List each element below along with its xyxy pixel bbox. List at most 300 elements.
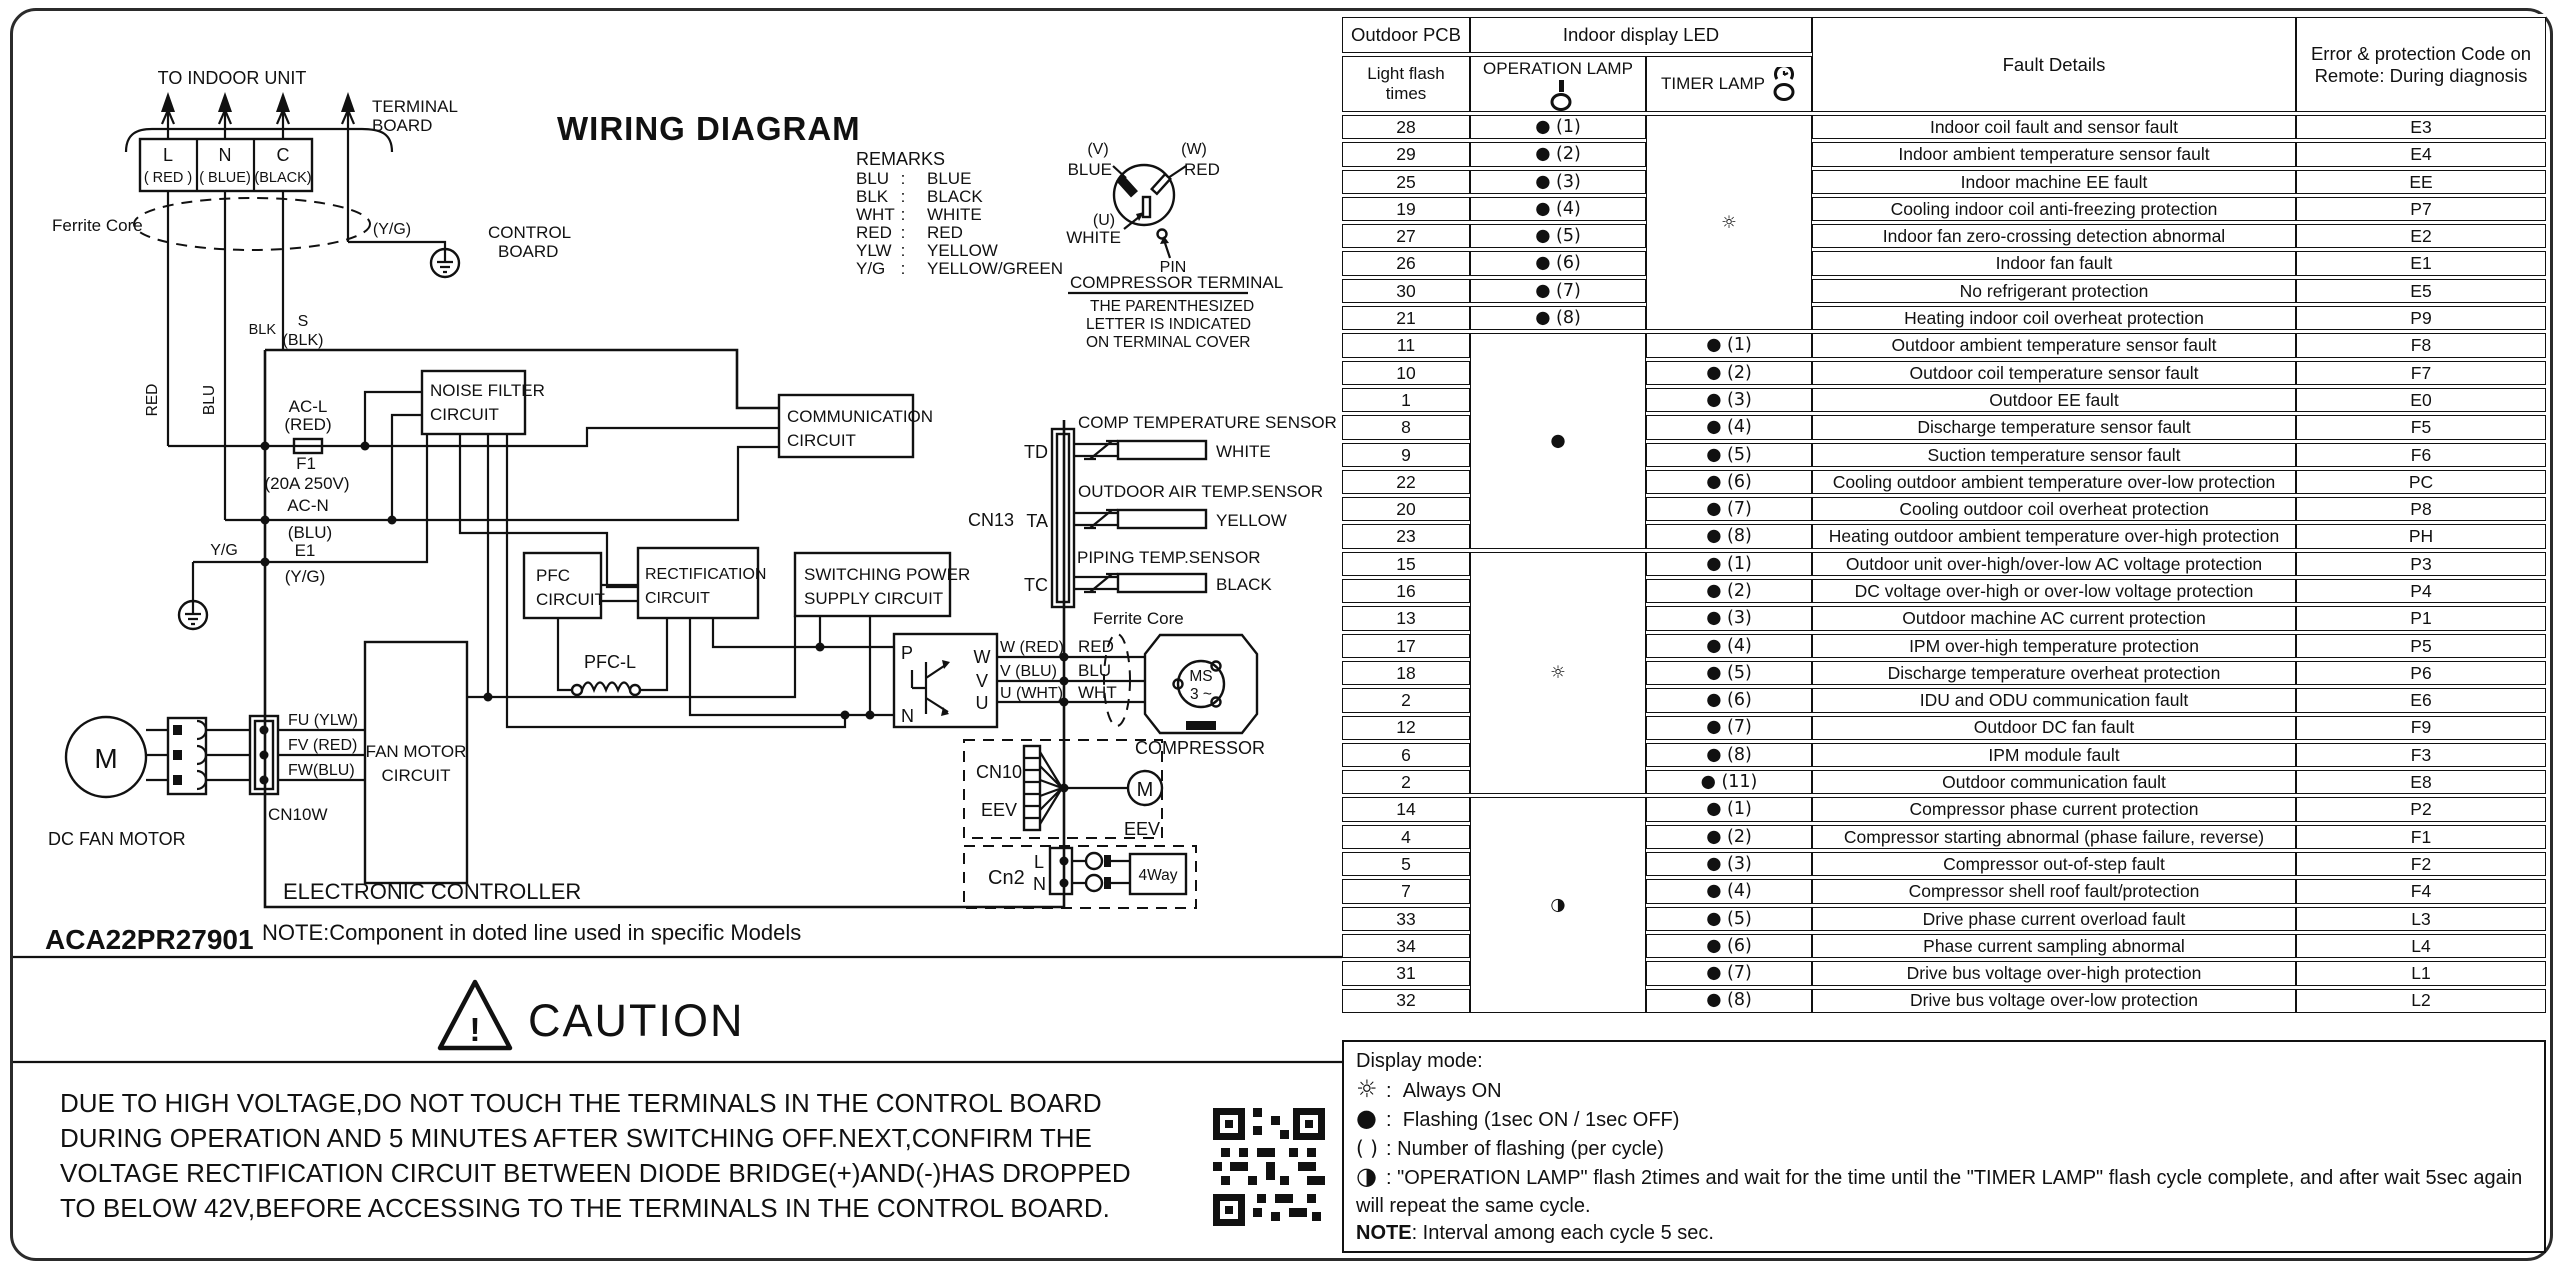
remark-colon: : — [900, 169, 906, 188]
flashing-dot-icon: ● — [1356, 1104, 1377, 1132]
cell-fault-details: Outdoor DC fan fault — [1812, 716, 2296, 740]
header-outdoor-pcb: Outdoor PCB — [1342, 17, 1470, 53]
cell-fault-details: Cooling outdoor ambient temperature over-low protection — [1812, 470, 2296, 494]
label-s: S — [297, 313, 309, 330]
label-fan-m: M — [94, 743, 118, 774]
cell-fault-details: DC voltage over-high or over-low voltage protection — [1812, 579, 2296, 603]
table-row — [1342, 333, 2546, 357]
cell-timer-lamp: ● (5) — [1646, 907, 1812, 931]
cell-error-code: PH — [2296, 524, 2546, 548]
caution-title: CAUTION — [528, 995, 745, 1046]
cell-fault-details: Indoor coil fault and sensor fault — [1812, 115, 2296, 139]
ground-e1-icon — [179, 601, 207, 629]
terminal-c-color: (BLACK) — [254, 170, 312, 186]
cell-operation-lamp: ● (1) — [1470, 115, 1646, 139]
remark-name: YELLOW/GREEN — [927, 259, 1064, 278]
header-error-code-2: Remote: During diagnosis — [2314, 64, 2528, 86]
table-row — [1342, 170, 2546, 194]
cell-fault-details: Indoor fan fault — [1812, 251, 2296, 275]
compressor-terminal-note-2: LETTER IS INDICATED — [1086, 316, 1252, 333]
label-wire-blk: BLK — [248, 322, 276, 338]
cell-error-code: F7 — [2296, 361, 2546, 385]
cell-error-code: L1 — [2296, 961, 2546, 985]
remark-name: RED — [927, 223, 963, 242]
label-ac-l: AC-L — [288, 397, 328, 416]
label-pfc-l: PFC-L — [583, 652, 637, 672]
cell-timer-lamp: ● (5) — [1646, 443, 1812, 467]
label-ta: TA — [1026, 511, 1048, 531]
fan-motor-label-2: CIRCUIT — [381, 766, 451, 785]
cell-error-code: F6 — [2296, 443, 2546, 467]
label-ms-phase: 3 ~ — [1190, 686, 1212, 703]
label-term-v: (V) — [1087, 141, 1109, 158]
label-w-wire: W (RED) — [1000, 639, 1064, 656]
cell-flash-times: 13 — [1342, 606, 1470, 630]
model-number: ACA22PR27901 — [45, 924, 254, 955]
cell-error-code: E8 — [2296, 770, 2546, 794]
remark-abbr: BLU — [856, 169, 890, 188]
cell-operation-lamp: ● (8) — [1470, 306, 1646, 330]
label-red-wire: RED — [1078, 637, 1114, 656]
remark-abbr: BLK — [856, 187, 889, 206]
label-ac-n-color: (BLU) — [287, 523, 333, 542]
rectification-label-1: RECTIFICATION — [645, 566, 767, 583]
cell-error-code: P9 — [2296, 306, 2546, 330]
cell-timer-lamp: ● (4) — [1646, 634, 1812, 658]
communication-label-2: CIRCUIT — [787, 431, 856, 450]
legend-item — [1356, 1163, 2532, 1220]
label-electronic-controller: ELECTRONIC CONTROLLER — [283, 879, 582, 904]
cell-flash-times: 30 — [1342, 279, 1470, 303]
remark-colon: : — [900, 205, 906, 224]
sensor-tc-color: BLACK — [1216, 575, 1272, 594]
remark-name: WHITE — [927, 205, 982, 224]
label-e1: E1 — [294, 541, 316, 560]
cell-operation-lamp: ● (5) — [1470, 224, 1646, 248]
cell-timer-lamp: ● (6) — [1646, 470, 1812, 494]
terminal-c: C — [276, 145, 290, 165]
cell-error-code: F8 — [2296, 333, 2546, 357]
cell-flash-times: 34 — [1342, 934, 1470, 958]
cell-fault-details: Phase current sampling abnormal — [1812, 934, 2296, 958]
table-row — [1342, 224, 2546, 248]
label-v-wire: V (BLU) — [1000, 663, 1057, 680]
operation-lamp-label: OPERATION LAMP — [1483, 59, 1633, 78]
label-term-w: (W) — [1181, 141, 1207, 158]
cell-operation-lamp: ● (7) — [1470, 279, 1646, 303]
cell-operation-lamp-span: ◑ — [1470, 797, 1646, 1012]
cell-error-code: P7 — [2296, 197, 2546, 221]
legend-colon: : — [1386, 1079, 1392, 1102]
cell-error-code: F5 — [2296, 415, 2546, 439]
qr-code — [1213, 1108, 1325, 1226]
cell-fault-details: Discharge temperature overheat protection — [1812, 661, 2296, 685]
label-eev: EEV — [1124, 819, 1161, 839]
table-row — [1342, 251, 2546, 275]
sensor-ta-title: OUTDOOR AIR TEMP.SENSOR — [1078, 482, 1323, 501]
cell-fault-details: Indoor fan zero-crossing detection abnormal — [1812, 224, 2296, 248]
cell-error-code: L4 — [2296, 934, 2546, 958]
warning-mark: ! — [469, 1011, 481, 1048]
cell-flash-times: 7 — [1342, 879, 1470, 903]
header-timer-lamp — [1646, 56, 1812, 112]
cell-fault-details: Compressor phase current protection — [1812, 797, 2296, 821]
sensor-ta-color: YELLOW — [1216, 511, 1287, 530]
cell-timer-lamp: ● (4) — [1646, 415, 1812, 439]
cell-error-code: E0 — [2296, 388, 2546, 412]
pfc-label-1: PFC — [536, 566, 570, 585]
cell-fault-details: Outdoor EE fault — [1812, 388, 2296, 412]
cell-flash-times: 2 — [1342, 770, 1470, 794]
legend-item-text: "OPERATION LAMP" flash 2times and wait for the time until the "TIMER LAMP" flash cycle complete, and after wait 5sec again will repeat the same cycle. — [1356, 1167, 2523, 1217]
cell-fault-details: Outdoor communication fault — [1812, 770, 2296, 794]
cell-flash-times: 32 — [1342, 989, 1470, 1013]
caution-line-1: DUE TO HIGH VOLTAGE,DO NOT TOUCH THE TERMINALS IN THE CONTROL BOARD — [60, 1088, 1102, 1118]
label-cn2-l: L — [1033, 852, 1044, 872]
table-row — [1342, 279, 2546, 303]
legend-colon: : — [1386, 1109, 1392, 1131]
switching-label-1: SWITCHING POWER — [804, 565, 971, 584]
terminal-n-color: ( BLUE) — [199, 170, 251, 186]
label-4way: 4Way — [1138, 867, 1178, 884]
cell-error-code: E3 — [2296, 115, 2546, 139]
label-ferrite-core-right: Ferrite Core — [1093, 609, 1184, 628]
remark-colon: : — [900, 241, 906, 260]
cell-flash-times: 10 — [1342, 361, 1470, 385]
cell-flash-times: 9 — [1342, 443, 1470, 467]
cell-error-code: F4 — [2296, 879, 2546, 903]
label-f1-rating: (20A 250V) — [264, 474, 350, 493]
cell-flash-times: 28 — [1342, 115, 1470, 139]
label-cn2: Cn2 — [988, 867, 1025, 889]
cell-error-code: P2 — [2296, 797, 2546, 821]
remark-name: BLUE — [927, 169, 972, 188]
cell-flash-times: 23 — [1342, 524, 1470, 548]
cell-fault-details: Drive bus voltage over-high protection — [1812, 961, 2296, 985]
cell-flash-times: 21 — [1342, 306, 1470, 330]
label-term-u-color: WHITE — [1066, 228, 1121, 247]
compressor-terminal-note-3: ON TERMINAL COVER — [1086, 334, 1251, 351]
cell-timer-lamp-span: ☼ — [1646, 115, 1812, 330]
cell-fault-details: Cooling outdoor coil overheat protection — [1812, 497, 2296, 521]
legend-colon: : — [1386, 1137, 1392, 1160]
sensor-td-color: WHITE — [1216, 442, 1271, 461]
legend-title: Display mode: — [1356, 1050, 1483, 1072]
label-term-u: (U) — [1092, 212, 1116, 229]
label-cn2-n: N — [1033, 874, 1046, 894]
cell-timer-lamp: ● (1) — [1646, 797, 1812, 821]
sensor-td-title: COMP TEMPERATURE SENSOR — [1078, 413, 1337, 432]
cell-timer-lamp: ● (11) — [1646, 770, 1812, 794]
label-ferrite-core-left: Ferrite Core — [52, 216, 143, 235]
cell-timer-lamp: ● (8) — [1646, 743, 1812, 767]
fault-table — [1342, 14, 2546, 1016]
communication-label-1: COMMUNICATION — [787, 407, 934, 426]
cell-flash-times: 33 — [1342, 907, 1470, 931]
remark-abbr: YLW — [856, 241, 892, 260]
terminal-n: N — [218, 145, 232, 165]
legend-colon: : — [1386, 1167, 1392, 1189]
cell-fault-details: IDU and ODU communication fault — [1812, 688, 2296, 712]
cell-timer-lamp: ● (4) — [1646, 879, 1812, 903]
legend-note — [1356, 1220, 2532, 1248]
rectification-label-2: CIRCUIT — [645, 590, 710, 607]
legend-note-label: NOTE — [1356, 1222, 1412, 1244]
label-wht-wire: WHT — [1078, 683, 1117, 702]
legend-item — [1356, 1076, 2532, 1106]
caution-line-2: DURING OPERATION AND 5 MINUTES AFTER SWITCHING OFF.NEXT,CONFIRM THE — [60, 1123, 1092, 1153]
remark-name: BLACK — [927, 187, 983, 206]
label-ms: MS — [1189, 668, 1213, 685]
table-row — [1342, 142, 2546, 166]
cell-flash-times: 6 — [1342, 743, 1470, 767]
note-text: NOTE:Component in doted line used in specific Models — [262, 920, 802, 945]
cell-flash-times: 17 — [1342, 634, 1470, 658]
header-operation-lamp — [1470, 56, 1646, 112]
label-s-color: (BLK) — [282, 332, 324, 349]
cell-timer-lamp: ● (7) — [1646, 961, 1812, 985]
cn2-connector-icon — [1050, 848, 1130, 894]
cell-error-code: PC — [2296, 470, 2546, 494]
cell-error-code: P1 — [2296, 606, 2546, 630]
cell-fault-details: Outdoor coil temperature sensor fault — [1812, 361, 2296, 385]
fault-table-panel — [1342, 14, 2546, 1016]
label-eev-motor: M — [1136, 779, 1154, 801]
cell-timer-lamp: ● (1) — [1646, 552, 1812, 576]
cell-fault-details: Discharge temperature sensor fault — [1812, 415, 2296, 439]
cell-fault-details: Outdoor unit over-high/over-low AC voltage protection — [1812, 552, 2296, 576]
compressor-terminal-title: COMPRESSOR TERMINAL — [1070, 273, 1284, 292]
remark-colon: : — [900, 223, 906, 242]
cell-operation-lamp: ● (3) — [1470, 170, 1646, 194]
cell-flash-times: 29 — [1342, 142, 1470, 166]
cell-flash-times: 26 — [1342, 251, 1470, 275]
cell-flash-times: 8 — [1342, 415, 1470, 439]
header-row-1 — [1342, 17, 2546, 53]
cell-fault-details: Indoor ambient temperature sensor fault — [1812, 142, 2296, 166]
cell-flash-times: 25 — [1342, 170, 1470, 194]
remark-abbr: Y/G — [856, 259, 886, 278]
label-yg-wire: (Y/G) — [372, 221, 412, 238]
table-row — [1342, 115, 2546, 139]
cell-flash-times: 14 — [1342, 797, 1470, 821]
fault-table-body — [1342, 115, 2546, 1013]
cell-fault-details: No refrigerant protection — [1812, 279, 2296, 303]
cell-timer-lamp: ● (7) — [1646, 497, 1812, 521]
cell-fault-details: Indoor machine EE fault — [1812, 170, 2296, 194]
caution-line-3: VOLTAGE RECTIFICATION CIRCUIT BETWEEN DIODE BRIDGE(+)AND(-)HAS DROPPED — [60, 1158, 1131, 1188]
cell-error-code: P3 — [2296, 552, 2546, 576]
ipm-u: U — [975, 693, 989, 713]
label-fw: FW(BLU) — [288, 762, 355, 779]
label-cn13: CN13 — [967, 510, 1014, 530]
remark-colon: : — [900, 259, 906, 278]
label-wire-blu: BLU — [201, 384, 218, 416]
switching-label-2: SUPPLY CIRCUIT — [804, 589, 944, 608]
timer-lamp-icon — [1771, 67, 1797, 101]
cell-flash-times: 31 — [1342, 961, 1470, 985]
ferrite-core-left-icon — [134, 198, 370, 250]
label-cn10w: CN10W — [268, 805, 328, 824]
label-pin: PIN — [1159, 259, 1187, 276]
cell-flash-times: 1 — [1342, 388, 1470, 412]
terminal-l: L — [162, 145, 174, 165]
cell-flash-times: 4 — [1342, 825, 1470, 849]
label-td: TD — [1024, 442, 1048, 462]
cell-flash-times: 18 — [1342, 661, 1470, 685]
label-fu: FU (YLW) — [288, 712, 358, 729]
cell-timer-lamp: ● (2) — [1646, 825, 1812, 849]
pfc-label-2: CIRCUIT — [536, 590, 605, 609]
sensor-td-icon — [1074, 441, 1206, 459]
label-dc-fan-motor: DC FAN MOTOR — [48, 829, 186, 849]
sun-icon: ☼ — [1356, 1074, 1378, 1103]
cell-flash-times: 11 — [1342, 333, 1470, 357]
cell-fault-details: Heating outdoor ambient temperature over-high protection — [1812, 524, 2296, 548]
cell-error-code: P4 — [2296, 579, 2546, 603]
label-to-indoor-unit: TO INDOOR UNIT — [157, 68, 307, 88]
label-terminal-board-1: TERMINAL — [372, 97, 458, 116]
header-light-flash-times: Light flash times — [1342, 56, 1470, 112]
cell-fault-details: Drive bus voltage over-low protection — [1812, 989, 2296, 1013]
caution-line-4: TO BELOW 42V,BEFORE ACCESSING TO THE TERMINALS IN THE CONTROL BOARD. — [60, 1193, 1110, 1223]
diagram-title: WIRING DIAGRAM — [557, 110, 861, 147]
legend-item-text: Always ON — [1402, 1079, 1502, 1102]
remarks-legend — [856, 149, 1063, 278]
label-ac-l-color: (RED) — [284, 415, 332, 434]
header-indoor-display-led: Indoor display LED — [1470, 17, 1812, 53]
cell-operation-lamp: ● (6) — [1470, 251, 1646, 275]
legend-item — [1356, 1105, 2532, 1135]
ipm-w: W — [973, 647, 991, 667]
cell-error-code: F9 — [2296, 716, 2546, 740]
cell-fault-details: Compressor shell roof fault/protection — [1812, 879, 2296, 903]
label-control-board-1: CONTROL — [488, 223, 572, 242]
sensor-tc-title: PIPING TEMP.SENSOR — [1077, 548, 1261, 567]
sensor-ta-icon — [1074, 510, 1206, 528]
cell-timer-lamp: ● (3) — [1646, 606, 1812, 630]
label-ac-n: AC-N — [287, 496, 329, 515]
half-circle-icon: ◑ — [1356, 1162, 1377, 1190]
label-wire-red: RED — [144, 383, 161, 417]
cell-flash-times: 27 — [1342, 224, 1470, 248]
cell-timer-lamp: ● (2) — [1646, 361, 1812, 385]
fan-motor-box — [365, 642, 467, 883]
remark-abbr: WHT — [856, 205, 895, 224]
cell-error-code: F3 — [2296, 743, 2546, 767]
cell-error-code: E2 — [2296, 224, 2546, 248]
table-row — [1342, 197, 2546, 221]
table-row — [1342, 552, 2546, 576]
cell-fault-details: Suction temperature sensor fault — [1812, 443, 2296, 467]
label-control-board-2: BOARD — [498, 242, 559, 261]
cell-operation-lamp-span: ☼ — [1470, 552, 1646, 795]
legend-item — [1356, 1135, 2532, 1164]
cell-timer-lamp: ● (1) — [1646, 333, 1812, 357]
table-row — [1342, 306, 2546, 330]
cell-fault-details: IPM over-high temperature protection — [1812, 634, 2296, 658]
cell-fault-details: Outdoor machine AC current protection — [1812, 606, 2296, 630]
terminal-l-color: ( RED ) — [143, 170, 193, 186]
ipm-n: N — [901, 706, 914, 726]
label-term-w-color: RED — [1184, 160, 1220, 179]
cell-timer-lamp: ● (8) — [1646, 524, 1812, 548]
label-f1: F1 — [296, 454, 316, 473]
cell-error-code: F1 — [2296, 825, 2546, 849]
cell-error-code: P5 — [2296, 634, 2546, 658]
cell-flash-times: 2 — [1342, 688, 1470, 712]
parentheses-icon: ( ) — [1356, 1135, 1378, 1160]
cell-fault-details: Heating indoor coil overheat protection — [1812, 306, 2296, 330]
cell-fault-details: Outdoor ambient temperature sensor fault — [1812, 333, 2296, 357]
cell-error-code: P8 — [2296, 497, 2546, 521]
cell-timer-lamp: ● (3) — [1646, 388, 1812, 412]
remark-name: YELLOW — [927, 241, 998, 260]
label-compressor: COMPRESSOR — [1134, 738, 1266, 758]
operation-lamp-icon — [1549, 79, 1573, 111]
cell-flash-times: 22 — [1342, 470, 1470, 494]
legend-note-text: : Interval among each cycle 5 sec. — [1411, 1222, 1714, 1244]
legend-item-text: Number of flashing (per cycle) — [1397, 1137, 1664, 1160]
ipm-p: P — [901, 643, 914, 663]
cell-timer-lamp: ● (2) — [1646, 579, 1812, 603]
timer-lamp-label: TIMER LAMP — [1661, 73, 1765, 93]
cell-timer-lamp: ● (5) — [1646, 661, 1812, 685]
legend-item-text: Flashing (1sec ON / 1sec OFF) — [1402, 1109, 1680, 1131]
label-blu-wire: BLU — [1078, 661, 1112, 680]
cell-timer-lamp: ● (7) — [1646, 716, 1812, 740]
remarks-title: REMARKS — [856, 149, 946, 169]
cell-error-code: EE — [2296, 170, 2546, 194]
remark-colon: : — [900, 187, 906, 206]
cell-flash-times: 5 — [1342, 852, 1470, 876]
cell-error-code: L2 — [2296, 989, 2546, 1013]
compressor-terminal-note-1: THE PARENTHESIZED — [1090, 298, 1255, 315]
display-mode-legend — [1342, 1040, 2546, 1253]
cell-operation-lamp-span: ● — [1470, 333, 1646, 548]
label-fv: FV (RED) — [288, 737, 358, 754]
table-row — [1342, 797, 2546, 821]
cell-fault-details: IPM module fault — [1812, 743, 2296, 767]
ipm-v: V — [975, 671, 989, 691]
cell-flash-times: 16 — [1342, 579, 1470, 603]
remark-abbr: RED — [856, 223, 892, 242]
cell-timer-lamp: ● (6) — [1646, 934, 1812, 958]
header-fault-details: Fault Details — [1812, 17, 2296, 112]
cell-operation-lamp: ● (2) — [1470, 142, 1646, 166]
cell-error-code: E4 — [2296, 142, 2546, 166]
noise-filter-label-2: CIRCUIT — [430, 405, 499, 424]
cell-error-code: E6 — [2296, 688, 2546, 712]
cell-flash-times: 15 — [1342, 552, 1470, 576]
cell-flash-times: 19 — [1342, 197, 1470, 221]
label-terminal-board-2: BOARD — [372, 116, 433, 135]
cell-fault-details: Cooling indoor coil anti-freezing protection — [1812, 197, 2296, 221]
cell-fault-details: Compressor out-of-step fault — [1812, 852, 2296, 876]
cell-timer-lamp: ● (6) — [1646, 688, 1812, 712]
label-term-v-color: BLUE — [1067, 160, 1112, 179]
label-u-wire: U (WHT) — [1000, 685, 1064, 702]
cell-operation-lamp: ● (4) — [1470, 197, 1646, 221]
cell-fault-details: Compressor starting abnormal (phase failure, reverse) — [1812, 825, 2296, 849]
noise-filter-label-1: NOISE FILTER — [430, 381, 545, 400]
label-cn10: CN10 — [976, 762, 1023, 782]
cell-fault-details: Drive phase current overload fault — [1812, 907, 2296, 931]
cell-timer-lamp: ● (3) — [1646, 852, 1812, 876]
cell-error-code: E5 — [2296, 279, 2546, 303]
cell-error-code: P6 — [2296, 661, 2546, 685]
label-e1-color: (Y/G) — [284, 567, 326, 586]
